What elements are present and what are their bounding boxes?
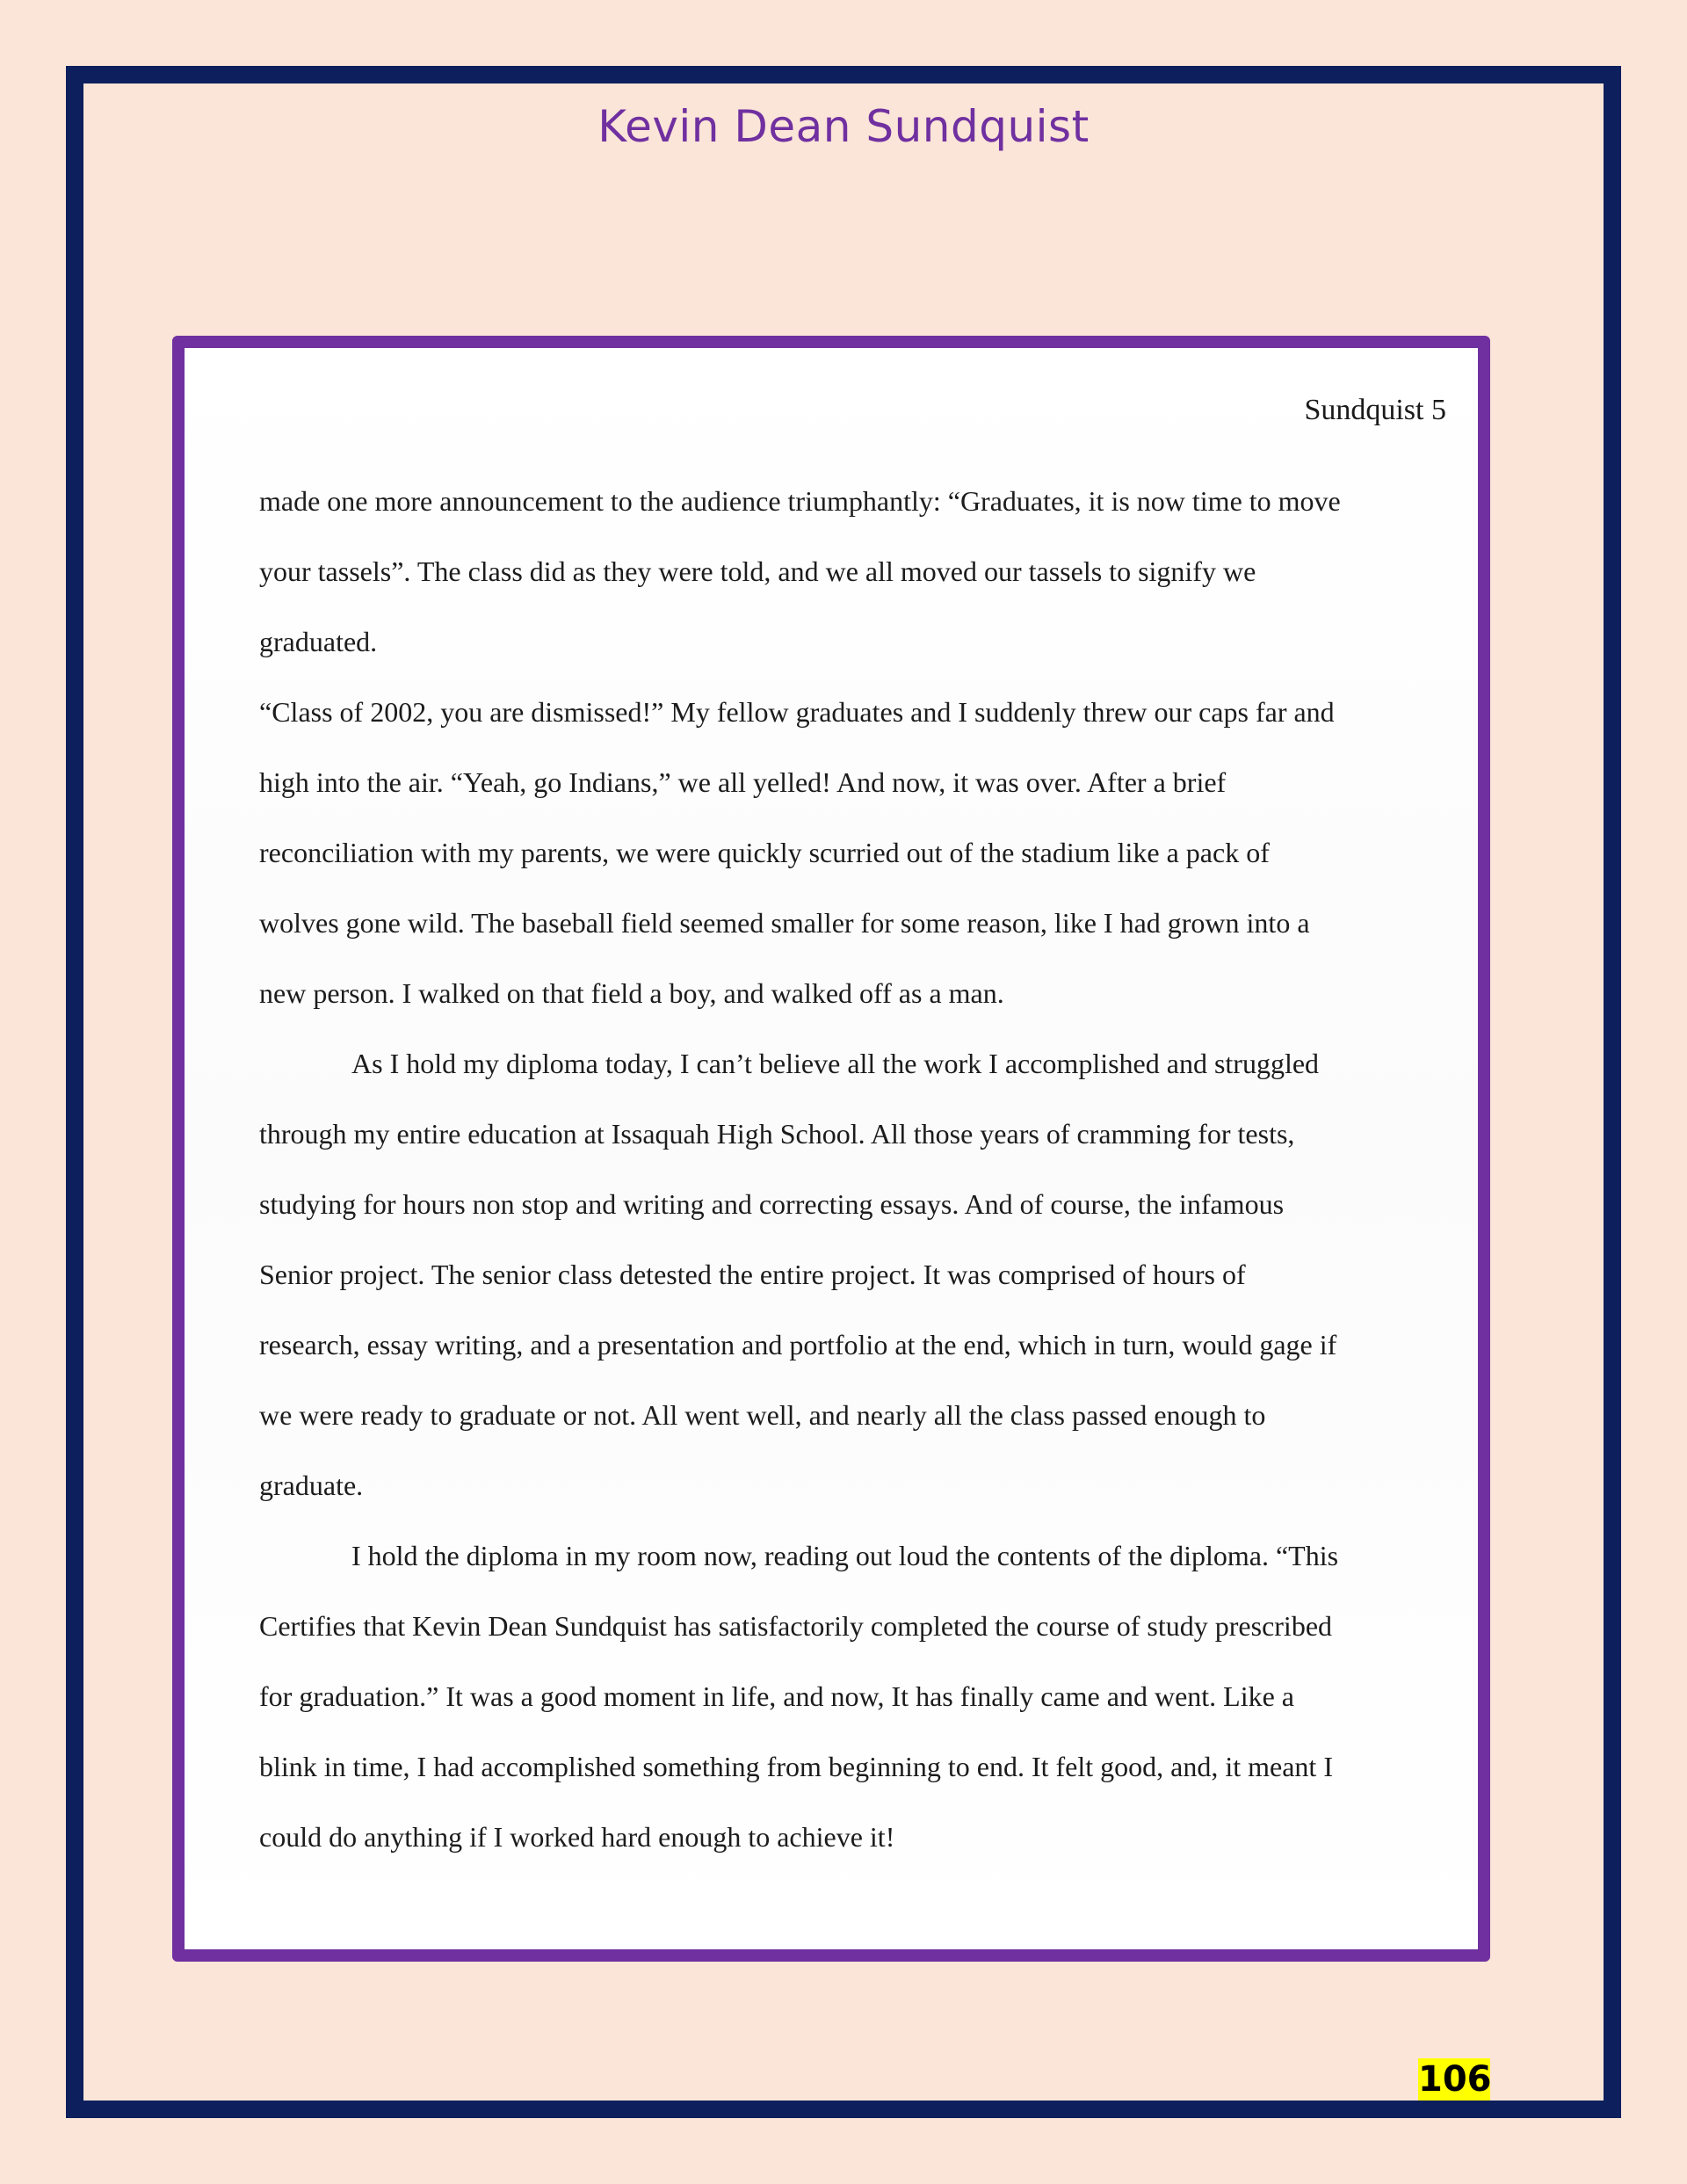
essay-line: I hold the diploma in my room now, reading out loud the contents of the diploma. “This bbox=[351, 1540, 1339, 1571]
essay-body bbox=[259, 466, 1454, 1872]
page-title: Kevin Dean Sundquist bbox=[597, 101, 1090, 152]
essay-paragraph bbox=[259, 466, 1454, 677]
essay-line: “Class of 2002, you are dismissed!” My fellow graduates and I suddenly threw our caps far and bbox=[259, 696, 1335, 728]
running-head: Sundquist 5 bbox=[1304, 394, 1446, 426]
essay-line: Senior project. The senior class detested the entire project. It was comprised of hours of bbox=[259, 1259, 1246, 1290]
essay-line: your tassels”. The class did as they were told, and we all moved our tassels to signify we bbox=[259, 555, 1256, 587]
essay-line: Certifies that Kevin Dean Sundquist has satisfactorily completed the course of study prescribed bbox=[259, 1610, 1333, 1642]
scanned-essay-page bbox=[185, 348, 1478, 1949]
essay-line: high into the air. “Yeah, go Indians,” we all yelled! And now, it was over. After a brief bbox=[259, 766, 1227, 798]
essay-line: research, essay writing, and a presentation and portfolio at the end, which in turn, would gage if bbox=[259, 1329, 1337, 1360]
essay-paragraph bbox=[259, 1028, 1454, 1520]
essay-line: could do anything if I worked hard enough to achieve it! bbox=[259, 1821, 895, 1853]
essay-paragraph bbox=[259, 1520, 1454, 1872]
essay-line: we were ready to graduate or not. All went well, and nearly all the class passed enough to bbox=[259, 1399, 1266, 1431]
essay-line: wolves gone wild. The baseball field seemed smaller for some reason, like I had grown into a bbox=[259, 907, 1310, 939]
essay-line: made one more announcement to the audience triumphantly: “Graduates, it is now time to move bbox=[259, 485, 1341, 517]
essay-line: As I hold my diploma today, I can’t believe all the work I accomplished and struggled bbox=[351, 1048, 1320, 1079]
essay-line: reconciliation with my parents, we were quickly scurried out of the stadium like a pack of bbox=[259, 837, 1270, 868]
essay-line: through my entire education at Issaquah High School. All those years of cramming for tests, bbox=[259, 1118, 1295, 1150]
scanned-essay-frame bbox=[172, 336, 1490, 1962]
essay-line: new person. I walked on that field a boy, and walked off as a man. bbox=[259, 977, 1004, 1009]
essay-paragraph bbox=[259, 677, 1454, 1028]
essay-line: graduated. bbox=[259, 626, 378, 657]
essay-line: blink in time, I had accomplished something from beginning to end. It felt good, and, it meant I bbox=[259, 1751, 1333, 1782]
essay-line: studying for hours non stop and writing and correcting essays. And of course, the infamous bbox=[259, 1188, 1285, 1220]
essay-line: graduate. bbox=[259, 1469, 364, 1501]
essay-line: for graduation.” It was a good moment in life, and now, It has finally came and went. Like a bbox=[259, 1680, 1294, 1712]
page-number-badge: 106 bbox=[1418, 2059, 1492, 2100]
